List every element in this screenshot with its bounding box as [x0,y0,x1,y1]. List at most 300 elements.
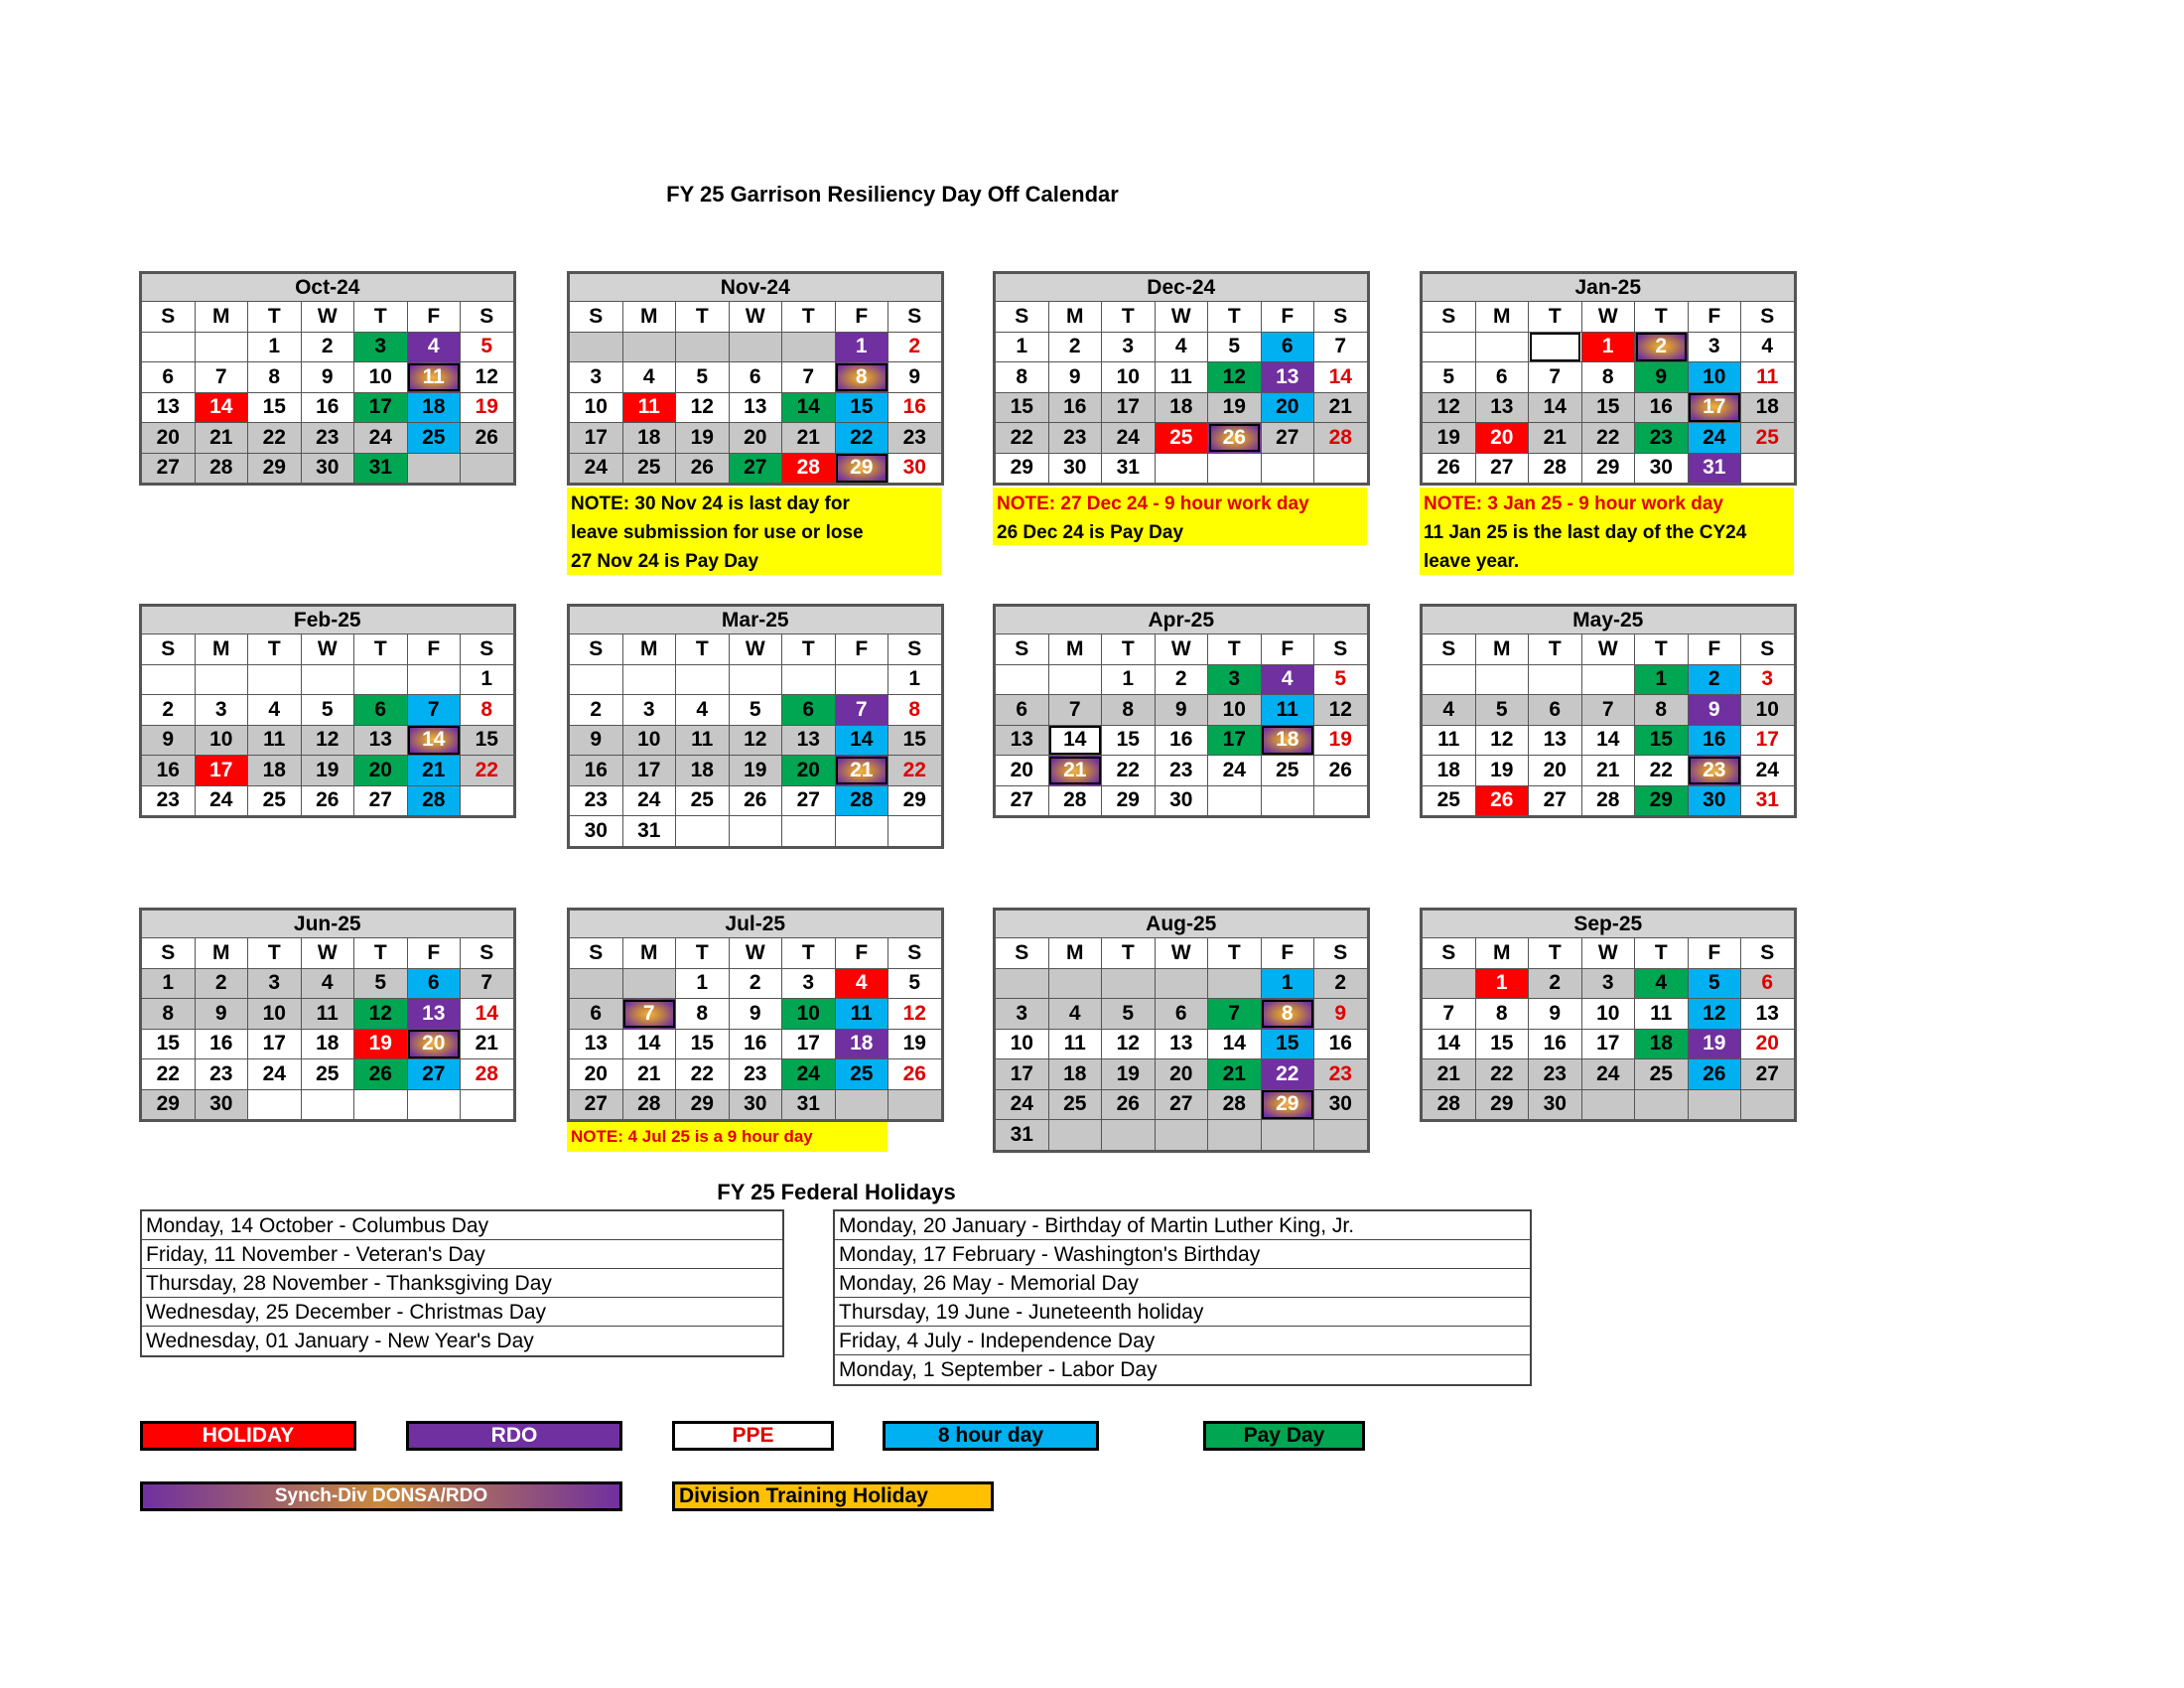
day-cell: 24 [195,785,248,816]
day-cell: 15 [1261,1029,1314,1059]
weekday-header: T [782,302,836,333]
day-cell: 23 [195,1059,248,1090]
day-cell: 14 [782,392,836,423]
day-cell: 13 [729,392,782,423]
day-cell: 21 [622,1059,676,1090]
day-cell: 3 [248,968,302,999]
day-cell: 1 [248,332,302,362]
weekday-header: F [407,938,461,969]
day-cell: 23 [301,423,354,454]
day-cell: 17 [1581,1029,1635,1059]
day-cell: 2 [729,968,782,999]
weekday-header: T [676,302,730,333]
day-cell: 4 [676,695,730,726]
day-cell [1048,664,1102,695]
day-cell: 19 [354,1029,408,1059]
day-cell: 6 [729,362,782,393]
day-cell: 25 [1741,423,1795,454]
day-cell: 3 [1688,332,1741,362]
day-cell: 21 [1581,756,1635,786]
day-cell: 13 [782,725,836,756]
day-cell: 28 [622,1089,676,1120]
legend-synch-div: Synch-Div DONSA/RDO [140,1481,622,1511]
day-cell: 13 [1475,392,1529,423]
day-cell: 9 [729,999,782,1030]
day-cell: 22 [835,423,888,454]
month-calendar [139,604,516,818]
month-title: Aug-25 [996,911,1368,938]
weekday-header: M [1475,302,1529,333]
day-cell: 19 [1688,1029,1741,1059]
day-cell: 1 [1102,664,1156,695]
day-cell: 30 [1688,785,1741,816]
weekday-header: M [622,634,676,665]
day-cell: 16 [195,1029,248,1059]
day-cell: 21 [407,756,461,786]
note-line: NOTE: 4 Jul 25 is a 9 hour day [571,1127,813,1146]
day-cell: 13 [570,1029,623,1059]
holidays-right-list [833,1209,1532,1386]
day-cell: 7 [1314,332,1368,362]
day-cell: 23 [729,1059,782,1090]
day-cell: 13 [407,999,461,1030]
day-cell: 22 [142,1059,196,1090]
day-cell: 21 [1423,1059,1476,1090]
weekday-header: S [888,938,942,969]
note-jan [1420,488,1794,575]
note-line: NOTE: 27 Dec 24 - 9 hour work day [997,493,1309,514]
day-cell: 25 [1635,1059,1689,1090]
day-cell: 29 [248,453,302,484]
weekday-header: S [1314,634,1368,665]
day-cell: 12 [1102,1029,1156,1059]
day-cell: 14 [1581,725,1635,756]
day-cell: 13 [1261,362,1314,393]
day-cell [461,1089,514,1120]
day-cell: 7 [835,695,888,726]
day-cell [782,332,836,362]
weekday-header: F [835,302,888,333]
month-calendar [993,604,1370,818]
weekday-header: S [1423,938,1476,969]
weekday-header: S [570,938,623,969]
day-cell [782,664,836,695]
day-cell [1475,332,1529,362]
day-cell [1423,332,1476,362]
day-cell: 19 [1208,392,1262,423]
day-cell: 25 [248,785,302,816]
day-cell: 18 [301,1029,354,1059]
day-cell: 11 [835,999,888,1030]
day-cell [676,816,730,847]
weekday-header: M [622,302,676,333]
day-cell: 6 [354,695,408,726]
day-cell: 29 [835,453,888,484]
holiday-row: Wednesday, 25 December - Christmas Day [142,1298,782,1327]
weekday-header: S [1423,302,1476,333]
day-cell: 28 [461,1059,514,1090]
day-cell: 15 [1475,1029,1529,1059]
month-title: Oct-24 [142,274,514,302]
day-cell: 9 [570,725,623,756]
day-cell [622,332,676,362]
day-cell: 24 [570,453,623,484]
weekday-header: S [996,634,1049,665]
weekday-header: T [676,938,730,969]
weekday-header: W [729,302,782,333]
day-cell: 13 [1741,999,1795,1030]
day-cell: 31 [1741,785,1795,816]
day-cell: 16 [570,756,623,786]
day-cell: 24 [782,1059,836,1090]
day-cell [835,816,888,847]
day-cell: 8 [1475,999,1529,1030]
day-cell [1529,332,1582,362]
day-cell: 28 [1048,785,1102,816]
day-cell: 12 [354,999,408,1030]
day-cell: 4 [248,695,302,726]
weekday-header: T [248,938,302,969]
day-cell: 2 [1635,332,1689,362]
day-cell: 19 [888,1029,942,1059]
day-cell: 7 [1048,695,1102,726]
day-cell: 28 [195,453,248,484]
day-cell [407,453,461,484]
day-cell: 27 [729,453,782,484]
day-cell: 13 [996,725,1049,756]
day-cell: 29 [1635,785,1689,816]
weekday-header: W [1155,938,1208,969]
note-line: 26 Dec 24 is Pay Day [997,522,1184,543]
holiday-row: Friday, 4 July - Independence Day [835,1327,1530,1355]
day-cell: 31 [782,1089,836,1120]
day-cell: 1 [676,968,730,999]
day-cell [729,816,782,847]
day-cell: 20 [729,423,782,454]
day-cell: 13 [1529,725,1582,756]
day-cell: 17 [622,756,676,786]
day-cell: 22 [1581,423,1635,454]
day-cell: 30 [729,1089,782,1120]
day-cell: 4 [301,968,354,999]
weekday-header: T [1635,302,1689,333]
month-calendar [567,604,944,849]
day-cell: 3 [570,362,623,393]
day-cell: 28 [1529,453,1582,484]
day-cell: 3 [1581,968,1635,999]
weekday-header: M [1048,634,1102,665]
day-cell: 8 [461,695,514,726]
day-cell [1581,1089,1635,1120]
day-cell [407,1089,461,1120]
day-cell: 21 [1314,392,1368,423]
day-cell: 18 [1635,1029,1689,1059]
day-cell: 10 [1208,695,1262,726]
day-cell: 9 [1688,695,1741,726]
day-cell: 17 [1102,392,1156,423]
holiday-row: Monday, 17 February - Washington's Birthday [835,1240,1530,1269]
day-cell: 9 [1048,362,1102,393]
day-cell [1581,664,1635,695]
day-cell: 10 [1741,695,1795,726]
weekday-header: F [835,938,888,969]
day-cell [1741,453,1795,484]
weekday-header: S [570,634,623,665]
day-cell: 5 [1475,695,1529,726]
day-cell: 21 [835,756,888,786]
day-cell: 7 [1529,362,1582,393]
day-cell: 20 [142,423,196,454]
day-cell: 20 [1741,1029,1795,1059]
day-cell: 14 [1208,1029,1262,1059]
day-cell [1688,1089,1741,1120]
day-cell: 1 [1635,664,1689,695]
day-cell: 11 [622,392,676,423]
month-calendar [993,271,1370,486]
day-cell: 25 [622,453,676,484]
day-cell: 22 [1261,1059,1314,1090]
weekday-header: T [1529,302,1582,333]
day-cell: 8 [1635,695,1689,726]
day-cell [570,664,623,695]
weekday-header: F [1688,938,1741,969]
day-cell: 14 [1048,725,1102,756]
legend-division-training-holiday: Division Training Holiday [672,1481,994,1511]
day-cell: 4 [1635,968,1689,999]
day-cell: 30 [888,453,942,484]
day-cell: 24 [622,785,676,816]
day-cell: 14 [1529,392,1582,423]
weekday-header: M [1475,938,1529,969]
day-cell: 29 [1102,785,1156,816]
weekday-header: W [301,938,354,969]
weekday-header: W [301,634,354,665]
day-cell: 1 [835,332,888,362]
month-calendar [1420,271,1797,486]
day-cell: 12 [888,999,942,1030]
month-title: Jul-25 [570,911,942,938]
day-cell: 30 [1155,785,1208,816]
day-cell: 15 [1102,725,1156,756]
weekday-header: T [1529,938,1582,969]
day-cell: 9 [1635,362,1689,393]
weekday-header: S [461,302,514,333]
weekday-header: S [142,634,196,665]
federal-holidays-title: FY 25 Federal Holidays [717,1180,956,1204]
weekday-header: M [622,938,676,969]
day-cell [996,664,1049,695]
day-cell: 14 [461,999,514,1030]
day-cell: 1 [1581,332,1635,362]
day-cell: 2 [1048,332,1102,362]
holiday-row: Monday, 20 January - Birthday of Martin Luther King, Jr. [835,1211,1530,1240]
day-cell [1314,1120,1368,1151]
day-cell: 26 [888,1059,942,1090]
day-cell: 9 [1155,695,1208,726]
day-cell: 22 [461,756,514,786]
day-cell: 5 [1314,664,1368,695]
weekday-header: F [1261,302,1314,333]
day-cell: 10 [1581,999,1635,1030]
day-cell: 31 [1102,453,1156,484]
weekday-header: M [1048,938,1102,969]
day-cell: 23 [570,785,623,816]
day-cell: 30 [570,816,623,847]
weekday-header: F [407,634,461,665]
month-title: Feb-25 [142,607,514,634]
day-cell: 15 [835,392,888,423]
day-cell: 11 [1261,695,1314,726]
weekday-header: S [461,938,514,969]
day-cell: 18 [676,756,730,786]
day-cell: 16 [888,392,942,423]
day-cell: 14 [1314,362,1368,393]
month-title: May-25 [1423,607,1795,634]
day-cell: 28 [835,785,888,816]
day-cell: 6 [782,695,836,726]
day-cell: 11 [248,725,302,756]
day-cell: 8 [676,999,730,1030]
weekday-header: S [1741,938,1795,969]
day-cell: 9 [1314,999,1368,1030]
day-cell: 2 [142,695,196,726]
day-cell: 17 [1688,392,1741,423]
day-cell: 19 [461,392,514,423]
weekday-header: S [1741,634,1795,665]
day-cell: 9 [301,362,354,393]
day-cell: 15 [1581,392,1635,423]
day-cell: 23 [1688,756,1741,786]
day-cell: 31 [1688,453,1741,484]
day-cell [729,332,782,362]
day-cell: 20 [354,756,408,786]
day-cell: 28 [1314,423,1368,454]
day-cell: 15 [461,725,514,756]
day-cell: 27 [1261,423,1314,454]
day-cell [142,664,196,695]
day-cell: 7 [195,362,248,393]
day-cell [1423,664,1476,695]
day-cell: 7 [407,695,461,726]
day-cell: 4 [1048,999,1102,1030]
legend-holiday: HOLIDAY [140,1421,356,1451]
legend-rdo: RDO [406,1421,622,1451]
day-cell [1102,1120,1156,1151]
day-cell: 6 [1155,999,1208,1030]
day-cell: 5 [354,968,408,999]
day-cell: 15 [888,725,942,756]
day-cell: 18 [835,1029,888,1059]
day-cell: 9 [1529,999,1582,1030]
day-cell [1314,453,1368,484]
day-cell: 24 [1102,423,1156,454]
day-cell: 15 [996,392,1049,423]
day-cell: 6 [1741,968,1795,999]
day-cell: 4 [1261,664,1314,695]
day-cell: 29 [1581,453,1635,484]
month-title: Dec-24 [996,274,1368,302]
day-cell: 25 [407,423,461,454]
day-cell: 27 [1155,1089,1208,1120]
day-cell: 26 [1423,453,1476,484]
day-cell: 21 [782,423,836,454]
day-cell: 11 [1741,362,1795,393]
weekday-header: S [1741,302,1795,333]
day-cell: 26 [354,1059,408,1090]
weekday-header: S [888,302,942,333]
legend-ppe: PPE [672,1421,834,1451]
weekday-header: T [1102,938,1156,969]
month-calendar [1420,604,1797,818]
weekday-header: T [354,302,408,333]
note-line: leave submission for use or lose [571,522,864,543]
day-cell [301,664,354,695]
day-cell: 18 [622,423,676,454]
day-cell: 24 [996,1089,1049,1120]
holiday-row: Friday, 11 November - Veteran's Day [142,1240,782,1269]
day-cell: 13 [142,392,196,423]
day-cell: 24 [1208,756,1262,786]
day-cell [407,664,461,695]
weekday-header: F [1688,634,1741,665]
day-cell: 5 [1102,999,1156,1030]
day-cell: 1 [996,332,1049,362]
day-cell: 21 [1529,423,1582,454]
weekday-header: T [248,302,302,333]
weekday-header: S [142,302,196,333]
day-cell: 31 [996,1120,1049,1151]
day-cell: 27 [407,1059,461,1090]
day-cell: 3 [354,332,408,362]
day-cell: 5 [676,362,730,393]
day-cell [1155,1120,1208,1151]
holidays-left-list [140,1209,784,1357]
day-cell [248,1089,302,1120]
weekday-header: M [195,302,248,333]
day-cell: 13 [354,725,408,756]
day-cell: 27 [1741,1059,1795,1090]
day-cell: 10 [1688,362,1741,393]
day-cell: 22 [888,756,942,786]
day-cell: 14 [622,1029,676,1059]
day-cell: 20 [1529,756,1582,786]
day-cell: 21 [1208,1059,1262,1090]
day-cell: 4 [835,968,888,999]
day-cell: 23 [1529,1059,1582,1090]
note-line: 11 Jan 25 is the last day of the CY24 [1424,522,1747,543]
day-cell: 5 [1688,968,1741,999]
weekday-header: F [1261,938,1314,969]
day-cell: 27 [996,785,1049,816]
day-cell [354,664,408,695]
day-cell: 16 [1529,1029,1582,1059]
day-cell: 22 [676,1059,730,1090]
day-cell [570,968,623,999]
day-cell: 29 [1261,1089,1314,1120]
day-cell: 17 [354,392,408,423]
day-cell: 7 [782,362,836,393]
day-cell: 2 [570,695,623,726]
day-cell: 23 [142,785,196,816]
note-nov [567,488,941,575]
day-cell: 11 [1635,999,1689,1030]
day-cell: 25 [1155,423,1208,454]
day-cell: 19 [729,756,782,786]
day-cell: 12 [1475,725,1529,756]
day-cell [1102,968,1156,999]
day-cell [195,332,248,362]
day-cell [195,664,248,695]
